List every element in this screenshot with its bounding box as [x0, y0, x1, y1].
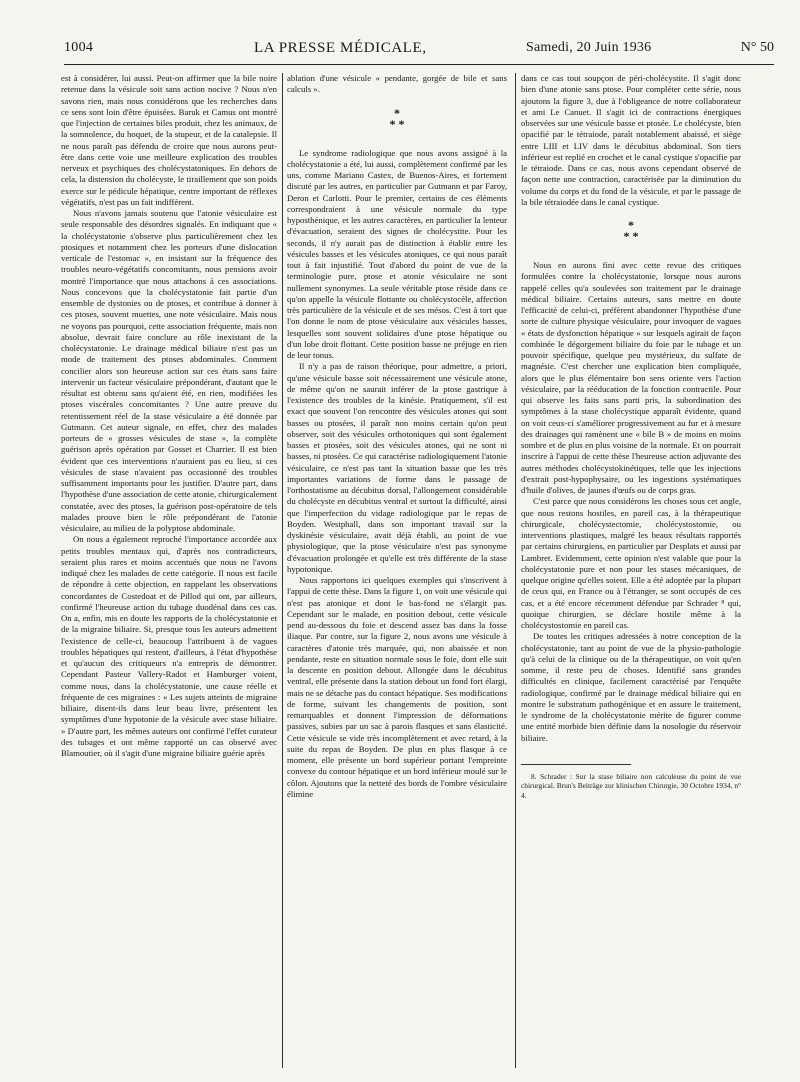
- footnote: 8. Schrader : Sur la stase biliaire non calculeuse du point de vue chirurgical. Brun's Beiträge zur klinischen Chirurgie, 30 Octobre 1934, n° 4.: [521, 771, 741, 800]
- page-header: [64, 40, 774, 64]
- column-divider: [282, 73, 283, 1068]
- paragraph: ablation d'une vésicule « pendante, gorgée de bile et sans calculs ».: [287, 73, 507, 95]
- asterism-top: *: [394, 105, 400, 120]
- column-divider: [515, 73, 516, 1068]
- issue-number: N° 50: [740, 40, 774, 55]
- paragraph: Le syndrome radiologique que nous avons assigné à la cholécystatonie a été, lui aussi, complètement confirmé par les uns, comme Mariano Castex, de Buenos-Aires, et fortement discuté par les autres, en particulier par Gutmann et par Faroy, Deron et Carlotti. Pour le premier, certains de ces éléments correspondraient à une vésicule normale du type hyposthénique, et les autres caractères, en particulier la lenteur d'évacuation, seraient des signes de cholécystite. Pour les seconds, il n'y aurait pas de distinction à établir entre les vésicules basses et les vésicules atoniques, ce qui nous paraît tout à fait injustifié. Tout d'abord du point de vue de la terminologie pure, ptose et atonie vésiculaire ne sont nullement synonymes. La seule véritable ptose réside dans ce qu'on appelle la vésicule flottante ou cholécystocèle, affection très particulière de la vésicule et de ses mésos. C'est à tort que l'on donne le nom de ptose vésiculaire aux vésicules basses, lesquelles sont souvent solidaires d'une ptose hépatique ou d'un lobe droit flottant. Cette position basse ne préjuge en rien de leur tonus.: [287, 147, 507, 360]
- paragraph: On nous a également reproché l'importance accordée aux petits troubles mentaux qui, d'après nos contradicteurs, seraient plus rares et moins accentués que nous ne l'avons indiqué chez les malades de cette catégorie. Il nous est facile de répondre à cette objection, en rappelant les observations concordantes de Costedoat et de Pillod qui ont, par ailleurs, confirmé l'heureuse action du tubage duodénal dans ces cas. On a, enfin, mis en doute les rapports de la cholécystatonie et de la migraine biliaire. Si, presque tous les auteurs admettent l'existence de celle-ci, beaucoup l'attribuent à de vagues troubles hépatiques qui restent, d'ailleurs, à l'état d'hypothèse et qu'aucun des critiqueurs n'a entrepris de démontrer. Cependant Pasteur Vallery-Radot et Hamburger voient, comme nous, dans la cholécystatonie, une cause réelle et fréquente de ces migraines : « Les sujets atteints de migraine biliaire, disent-ils dans leur beau livre, présentent les symptômes d'une hypotonie de la vésicule avec stase biliaire. » D'autre part, les mêmes auteurs ont confirmé l'effet curateur des tubages et ont même rapporté un cas observé avec Blamoutier, où il s'agit d'une migraine biliaire guérie après: [61, 534, 277, 758]
- asterism-bottom: * *: [389, 116, 405, 131]
- asterism-top: *: [628, 218, 634, 232]
- text-column-left: [61, 73, 277, 1067]
- paragraph: Il n'y a pas de raison théorique, pour admettre, a priori, qu'une vésicule basse soit nécessairement une vésicule atone, de même qu'on ne saurait inférer de la ptose gastrique à l'existence des troubles de la kinésie. Pratiquement, s'il est exact que souvent l'on rencontre des vésicules atones qui sont basses ou ptosées, il paraît non moins certain qu'on peut observer, soit des vésicules orthotoniques qui sont également basses et ptosées, soit des vésicules atones, qui ne sont ni basses, ni ptosées. Ce qui caractérise radiologiquement l'atonie vésiculaire, ce n'est pas tant la situation basse que les très importantes variations de forme dans le passage de l'orthostatisme au décubitus dorsal, l'allongement considérable du cholécyste en décubitus ventral et surtout la difficulté, ainsi que l'imperfection du vidage radiologique par le repas de Boyden. Westphall, dans son important travail sur la dyskinésie vésiculaire, avait déjà établi, au point de vue physiologique, que la ptose vésiculaire n'est pas synonyme d'évacuation prolongée et qu'elle est très différente de la stase hypotonique.: [287, 361, 507, 574]
- asterism-bottom: * *: [623, 229, 639, 243]
- paragraph: C'est parce que nous considérons les choses sous cet angle, que nous restons hostiles, en pareil cas, à la thérapeutique chirurgicale, cholécystectomie, cholécystostomie, ou interventions plastiques, malgré les beaux résultats rapportés par certains chirurgiens, en particulier par Desplats et aussi par Lambret. Evidemment, cette opinion n'est valable que pour la cholécystatonie pure et non pour les stases mécaniques, de quelque origine qu'elles soient. Elle a été adoptée par la plupart de ceux qui, en France ou à l'étranger, se sont occupés de ces cas, et a été encore récemment défendue par Schrader ⁸ qui, quoique chirurgien, se déclare hostile même à la cholécystostomie en pareil cas.: [521, 496, 741, 630]
- paragraph: Nous en aurons fini avec cette revue des critiques formulées contre la cholécystatonie, lorsque nous aurons rappelé celles qu'a soulevées son traitement par le drainage médical biliaire. Certains auteurs, sans mettre en doute l'efficacité de celui-ci, préfèrent abandonner l'hypothèse d'une sorte de culture physique vésiculaire, pour invoquer de vagues « états de dysfonction hépatique » sur lesquels agirait de façon combinée le dégorgement biliaire du foie par le tubage et un pouvoir spécifique, quelque peu mystérieux, du sulfate de magnésie. C'est chercher une explication bien compliquée, alors que le plus élémentaire bon sens oriente vers l'action vésiculaire, par la rééducation de la fonction contractile. Pour qui observe les faits sans parti pris, la subordination des symptômes à la stase cholécystique apparaît évidente, quand on voit ceux-ci s'améliorer progressivement au fur et à mesure des drainages qui ramènent une « bile B » de moins en moins sombre et de plus en plus voisine de la normale. Et on pourrait inscrire à l'appui de cette thèse l'heureuse action adjuvante des autres méthodes cholécystokinétiques, telle que les injections d'extrait post-hypophysaire, ou les ingestions systématiques d'huile d'olives, de jaunes d'œufs ou de corps gras.: [521, 260, 741, 495]
- header-rule: [64, 64, 774, 65]
- text-column-right: [521, 73, 741, 1067]
- paragraph: Nous n'avons jamais soutenu que l'atonie vésiculaire est seule responsable des désordres signalés. En indiquant que « la cholécystatonie s'observe plus particulièrement chez les ptosiques et notamment chez les porteurs d'une dislocation verticale de l'estomac », en insistant sur la fréquence des troubles neuro-végétatifs concomitants, nous pensions avoir montré l'importance que nous attachons à ces associations. Nous concevons que la cholécystatonie fait partie d'un ensemble de dystonies ou de ptoses, et contribue à donner à ces ptoses, souvent muettes, une note vésiculaire. Mais nous ne voyons pas pourquoi, cette association fréquente, mais non absolue, devrait faire conclure au rôle inexistant de la cholécystatonie. Le drainage médical biliaire n'est pas un mode de traitement des ptoses abdominales. Comment concilier alors son heureuse action sur ces états sans faire intervenir un facteur vésiculaire prépondérant, d'autant que le résultat est obtenu sans qu'aient été, en rien, modifiées les ptoses viscérales concomitantes ? Une autre preuve du retentissement réel de la stase vésiculaire a été donnée par Gutmann. Cet auteur signale, en effet, chez des malades porteurs de « grosses vésicules de stase », la complète guérison après opération par Gosset et Charrier. Il est bien évident que ces interventions n'auraient pas eu lieu, si ces vésicules de stase n'avaient pas occasionné des troubles suffisamment importants pour les justifier. D'autre part, dans l'hypothèse d'une association de cette atonie, chirurgicalement constatée, avec des ptoses, la guérison post-opératoire de tels malades prouve bien le rôle prépondérant de l'atonie vésiculaire, au milieu de la polyptose abdominale.: [61, 208, 277, 533]
- section-break-asterism: [287, 106, 507, 136]
- issue-date: Samedi, 20 Juin 1936: [526, 40, 652, 55]
- paragraph: De toutes les critiques adressées à notre conception de la cholécystatonie, tant au point de vue de la physio-pathologie qu'à celui de la clinique ou de la thérapeutique, on voit qu'en somme, il reste peu de choses. Identifié sans grandes difficultés en clinique, facilement caractérisé par l'enquête radiologique, confirmé par le drainage médical biliaire qui en montre le substratum pathogénique et en assure le traitement, le syndrome de la cholécystatonie mérite de figurer comme une entité morbide bien définie dans la nosologie du réservoir biliaire.: [521, 631, 741, 743]
- footnote-rule: [521, 764, 631, 765]
- paragraph: est à considérer, lui aussi. Peut-on affirmer que la bile noire retenue dans la vésicule soit sans action nocive ? Nous n'en savons rien, mais nous considérons que les recherches dans ce sens sont loin d'être épuisées. Baruk et Camus ont montré que l'injection de certaines biles produit, chez les animaux, de la somnolence, du hoquet, de la stupeur, et de la catalepsie. Il ne nous paraît pas défendu de croire que nous aurons peut-être dans cette voie une meilleure explication des troubles nerveux et psychiques des cholécystatoniques. En dehors de cela, la distension du cholécyste, le tiraillement que son poids exerce sur le pédicule hépatique, centre important de réflexes végétatifs, n'est pas un fait indifférent.: [61, 73, 277, 207]
- section-break-asterism: [521, 218, 741, 248]
- text-column-middle: [287, 73, 507, 1067]
- page-number: 1004: [64, 40, 94, 55]
- journal-title: LA PRESSE MÉDICALE,: [254, 40, 427, 56]
- paragraph: Nous rapportons ici quelques exemples qui s'inscrivent à l'appui de cette thèse. Dans la figure 1, on voit une vésicule qui n'est pas atonique et dont le bas-fond ne s'élargit pas. Cependant sur le malade, en position debout, cette vésicule pend au-dessous du foie et descend assez bas dans la fosse iliaque. Par contre, sur la figure 2, nous avons une vésicule à caractères d'atonie très marquée, qui, non abaissée et non pendante, reste en situation normale sous le foie, dont elle suit la descente en position debout. Allongée dans le décubitus ventral, elle présente dans la station debout un fond fort élargi, mais ne se détache pas du contact hépatique. Ses modifications de forme, suivant les changements de position, sont remarquables et donnent l'impression de déformations passives, subies par un sac à parois flasques et sans élasticité. Cette vésicule se vide très incomplètement et avec retard, à la suite du repas de Boyden. De plus en plus flasque à ce moment, elle présente un bord supérieur portant l'empreinte convexe du contour hépatique et un bord inférieur moulé sur le côlon. Ajoutons que la netteté des bords de l'ombre vésiculaire élimine: [287, 575, 507, 799]
- paragraph: dans ce cas tout soupçon de péri-cholécystite. Il s'agit donc bien d'une atonie sans ptose. Pour compléter cette série, nous ajoutons la figure 3, due à l'obligeance de notre collaborateur et ami Le Canuet. Il s'agit ici de contractions énergiques observées sur une vésicule basse et ptosée. Le cholécyste, bien opacifié par le tétraiode, paraît notablement abaissé, et siège entre LIII et LIV dans le décubitus abdominal. Son tiers inférieur est replié en crochet et le canal cystique s'opacifie par le tétraiode. Dans ce cas, nous avons cependant observé de façon nette une contraction, caractérisée par la diminution du volume du corps et du fond de la vésicule, et par le passage de la bile tétraiodée dans le canal cystique.: [521, 73, 741, 207]
